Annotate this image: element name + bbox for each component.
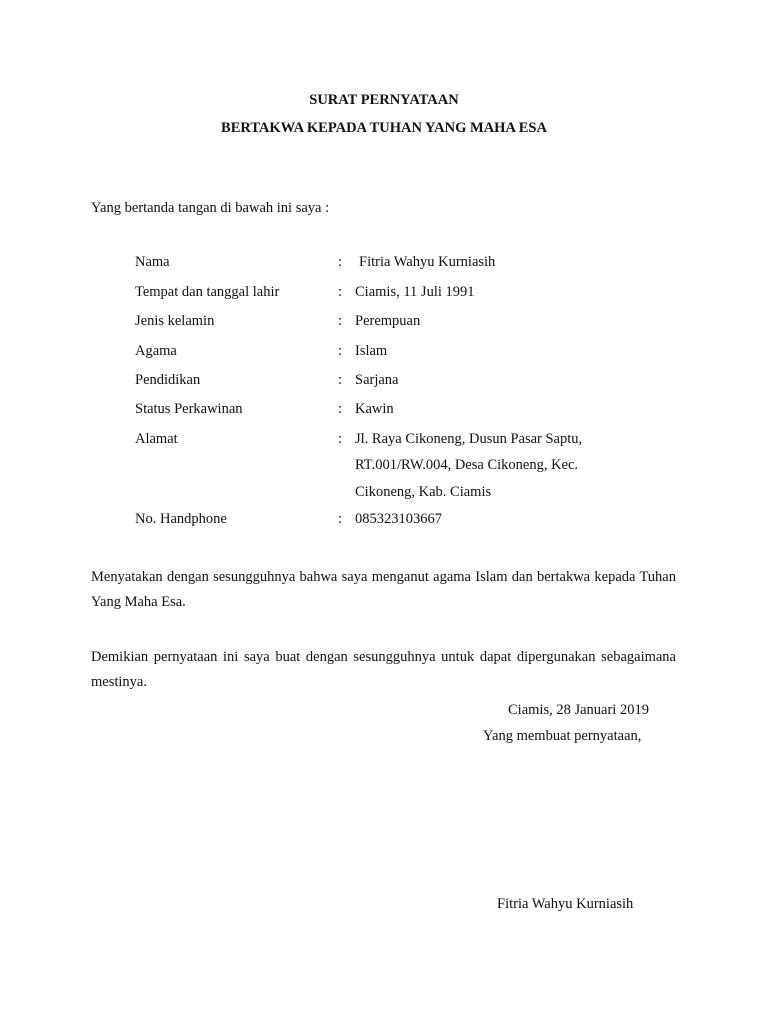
signatory-name: Fitria Wahyu Kurniasih [497, 896, 634, 912]
statement-paragraph: Menyatakan dengan sesungguhnya bahwa saya menganut agama Islam dan bertakwa kepada Tuhan Yang Maha Esa. [91, 569, 676, 610]
field-separator: : [338, 372, 343, 388]
field-value: Islam [355, 343, 388, 359]
document-subtitle: BERTAKWA KEPADA TUHAN YANG MAHA ESA [221, 120, 547, 136]
intro-text: Yang bertanda tangan di bawah ini saya : [91, 200, 330, 216]
signatory-caption: Yang membuat pernyataan, [483, 728, 642, 744]
field-value: Ciamis, 11 Juli 1991 [355, 284, 475, 300]
field-label: Status Perkawinan [135, 401, 243, 417]
field-row-pendidikan [0, 372, 768, 392]
field-row-agama [0, 343, 768, 363]
field-label: Nama [135, 254, 170, 270]
field-value: 085323103667 [355, 511, 442, 527]
field-separator: : [338, 284, 343, 300]
field-row-nama [0, 254, 768, 274]
field-separator: : [338, 313, 343, 329]
field-label: Alamat [135, 431, 178, 447]
field-row-tempat-tanggal-lahir [0, 284, 768, 304]
field-separator: : [338, 431, 343, 447]
field-value: Kawin [355, 401, 394, 417]
place-date: Ciamis, 28 Januari 2019 [508, 702, 649, 718]
field-separator: : [338, 254, 343, 270]
document-title: SURAT PERNYATAAN [309, 92, 459, 108]
field-value: Sarjana [355, 372, 399, 388]
field-row-handphone [0, 511, 768, 531]
address-line: Jl. Raya Cikoneng, Dusun Pasar Saptu, [355, 431, 583, 447]
field-row-status-perkawinan [0, 401, 768, 421]
field-label: Pendidikan [135, 372, 201, 388]
field-label: No. Handphone [135, 511, 227, 527]
field-separator: : [338, 343, 343, 359]
field-value: Fitria Wahyu Kurniasih [359, 254, 496, 270]
field-separator: : [338, 511, 343, 527]
field-label: Agama [135, 343, 177, 359]
address-line: Cikoneng, Kab. Ciamis [355, 484, 492, 500]
field-value: Perempuan [355, 313, 421, 329]
field-separator: : [338, 401, 343, 417]
address-line: RT.001/RW.004, Desa Cikoneng, Kec. [355, 457, 579, 473]
field-row-jenis-kelamin [0, 313, 768, 333]
field-label: Jenis kelamin [135, 313, 215, 329]
closing-paragraph: Demikian pernyataan ini saya buat dengan sesungguhnya untuk dapat dipergunakan sebagaimana mestinya. [91, 649, 676, 690]
field-label: Tempat dan tanggal lahir [135, 284, 280, 300]
